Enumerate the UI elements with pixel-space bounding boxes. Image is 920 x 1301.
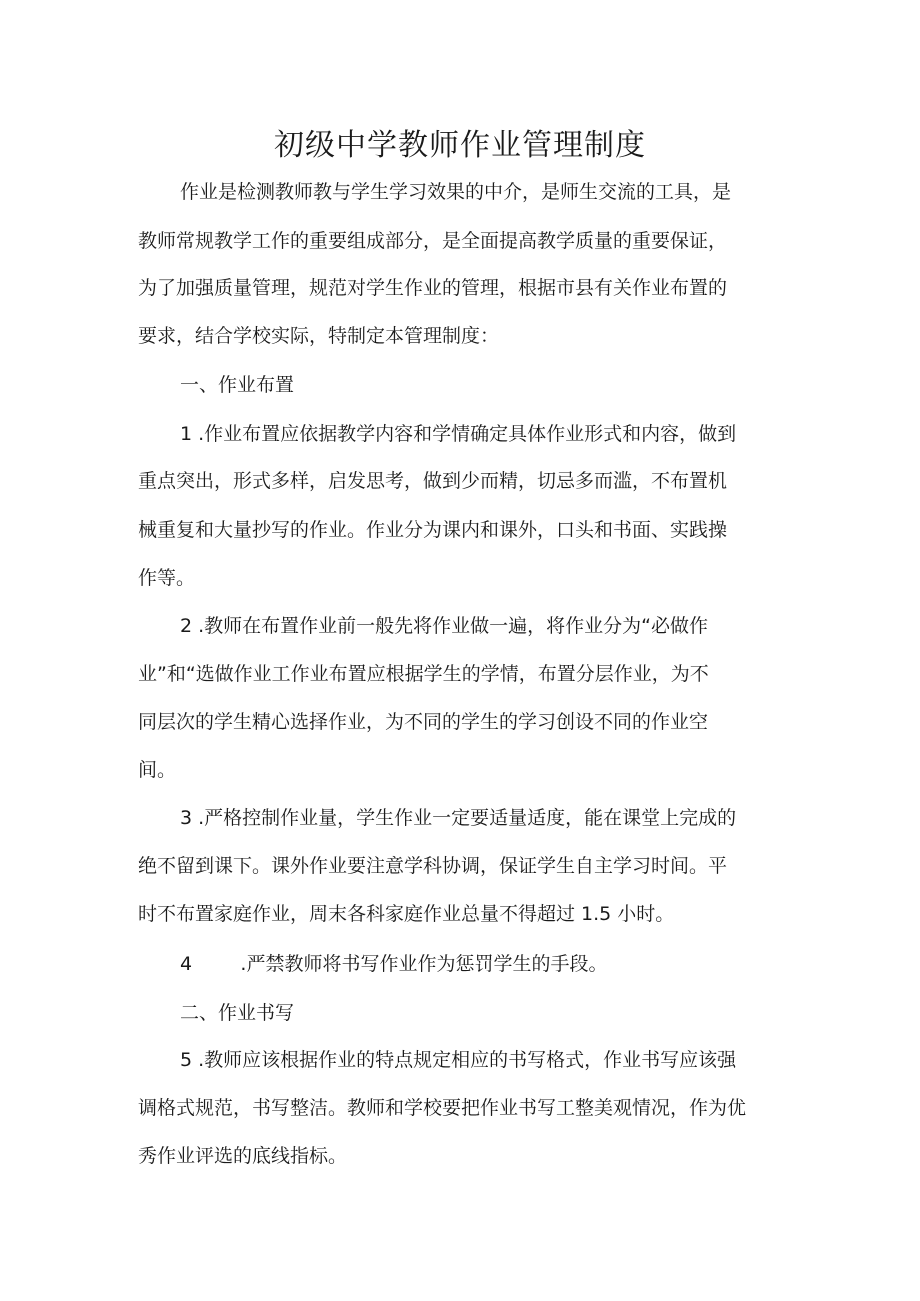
item-3-line-2: 绝不留到课下。课外作业要注意学科协调，保证学生自主学习时间。平 [138,855,728,877]
item-5-line-1: 5 .教师应该根据作业的特点规定相应的书写格式，作业书写应该强 [180,1049,737,1071]
intro-line-2: 教师常规教学工作的重要组成部分，是全面提高教学质量的重要保证， [138,230,728,252]
item-3-line-1: 3 .严格控制作业量，学生作业一定要适量适度，能在课堂上完成的 [180,807,737,829]
section-1-heading: 一、作业布置 [180,374,295,396]
item-5-line-3: 秀作业评选的底线指标。 [138,1145,348,1167]
item-2-line-4: 间。 [138,759,177,781]
item-1-line-4: 作等。 [138,567,196,589]
intro-line-4: 要求，结合学校实际，特制定本管理制度： [138,325,500,347]
item-5-line-2: 调格式规范，书写整洁。教师和学校要把作业书写工整美观情况，作为优 [138,1097,747,1119]
item-1-line-3: 械重复和大量抄写的作业。作业分为课内和课外，口头和书面、实践操 [138,519,728,541]
document-title: 初级中学教师作业管理制度 [274,128,646,163]
item-1-line-1: 1 .作业布置应依据教学内容和学情确定具体作业形式和内容，做到 [180,423,737,445]
item-4-line: 4 .严禁教师将书写作业作为惩罚学生的手段。 [180,953,608,975]
item-2-line-2: 业”和“选做作业工作业布置应根据学生的学情，布置分层作业，为不 [138,663,709,685]
item-2-line-3: 同层次的学生精心选择作业，为不同的学生的学习创设不同的作业空 [138,711,709,733]
section-2-heading: 二、作业书写 [180,1002,295,1024]
item-2-line-1: 2 .教师在布置作业前一般先将作业做一遍，将作业分为“必做作 [180,615,709,637]
intro-line-3: 为了加强质量管理，规范对学生作业的管理，根据市县有关作业布置的 [138,277,728,299]
intro-line-1: 作业是检测教师教与学生学习效果的中介，是师生交流的工具，是 [180,181,732,203]
item-3-line-3: 时不布置家庭作业，周末各科家庭作业总量不得超过 1.5 小时。 [138,903,675,925]
item-1-line-2: 重点突出，形式多样，启发思考，做到少而精，切忌多而滥，不布置机 [138,470,728,492]
